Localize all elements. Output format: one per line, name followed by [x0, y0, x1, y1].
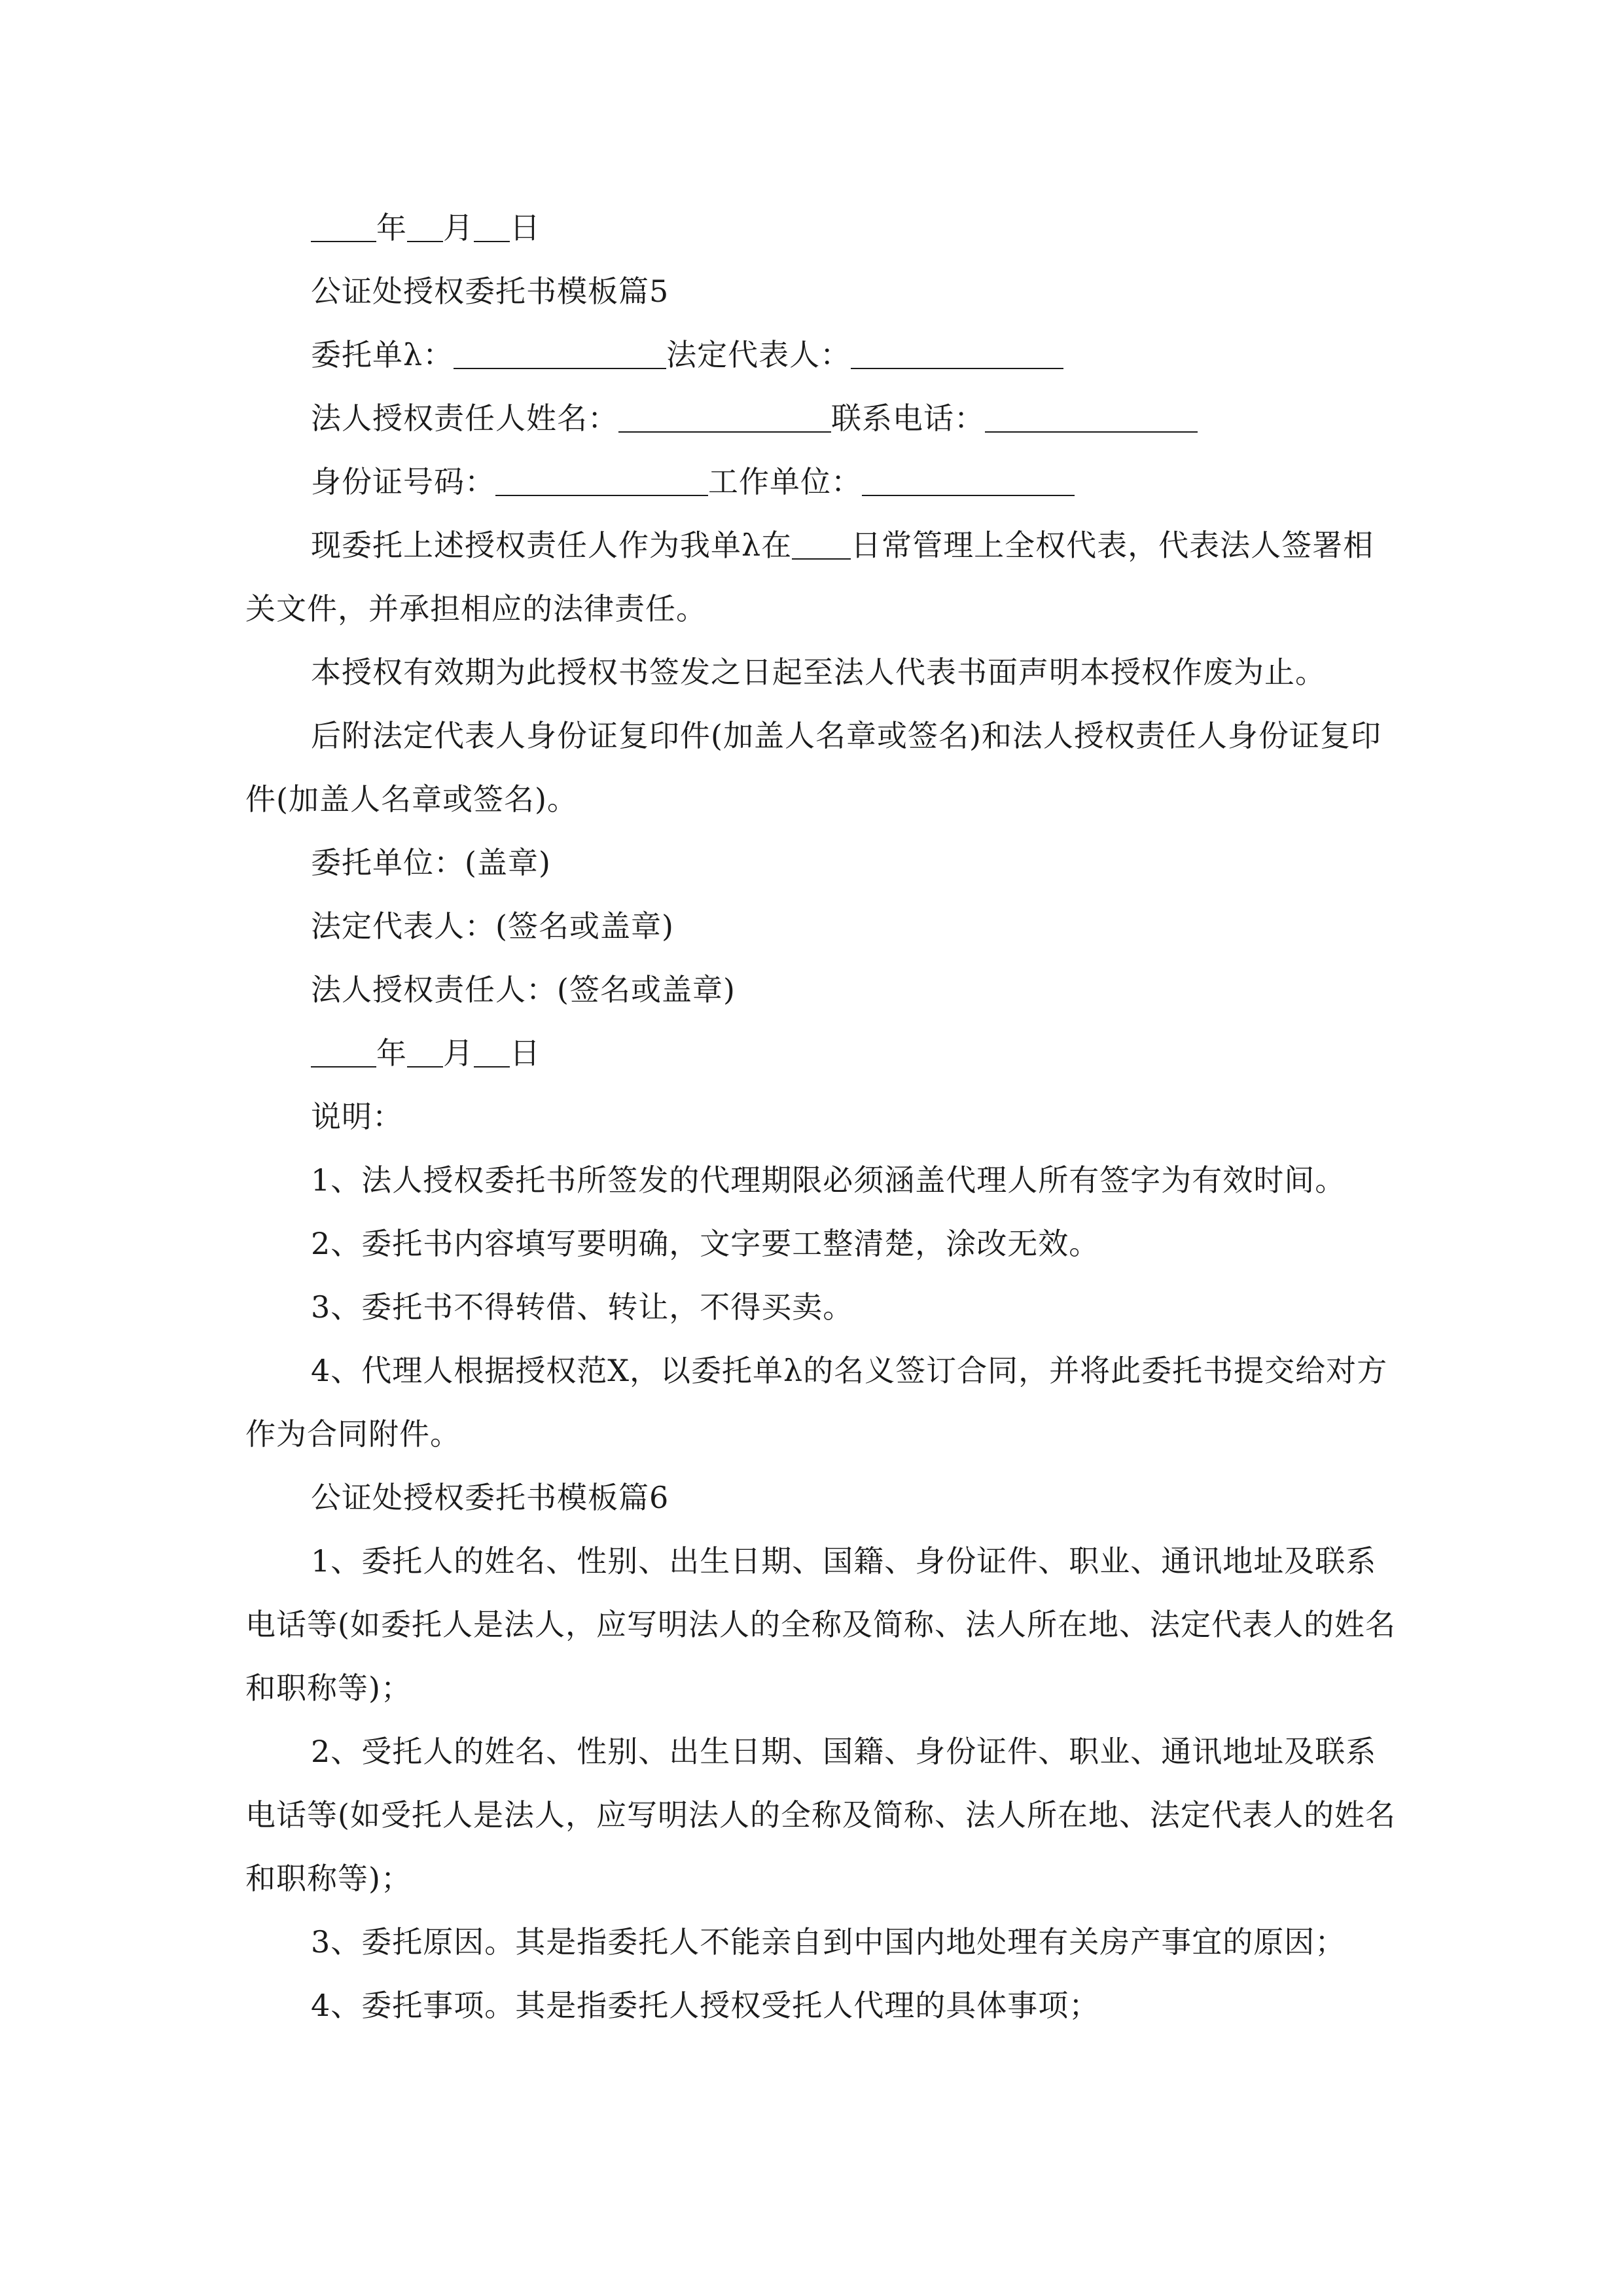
field-row-id: [245, 450, 1397, 514]
field-work-label: 工作单位：: [708, 464, 862, 499]
note-item: 2、委托书内容填写要明确，文字要工整清楚，涂改无效。: [311, 1226, 1100, 1261]
field-unit-label: 委托单λ：: [311, 337, 454, 372]
section5-title: 公证处授权委托书模板篇5: [311, 274, 669, 309]
sign-legal-rep: 法定代表人：(签名或盖章): [311, 908, 674, 944]
field-unit-blank: [454, 342, 666, 369]
note-item: 1、法人授权委托书所签发的代理期限必须涵盖代理人所有签字为有效时间。: [311, 1162, 1346, 1198]
para1-part-a: 现委托上述授权责任人作为我单λ在: [311, 528, 793, 563]
year-blank-2: [311, 1040, 376, 1067]
month-blank-2: [407, 1040, 443, 1067]
paragraph-attachments: 后附法定代表人身份证复印件(加盖人名章或签名)和法人授权责任人身份证复印件(加盖人名章或签名)。: [245, 718, 1382, 817]
para1-part-b: 日常管理上全权代表，代表法人签署相关文件，并承担相应的法律责任。: [245, 528, 1374, 626]
day-label: 日: [510, 210, 541, 245]
day-label-2: 日: [510, 1035, 541, 1071]
field-work-blank: [862, 469, 1075, 496]
section6-item: 4、委托事项。其是指委托人授权受托人代理的具体事项；: [311, 1988, 1100, 2023]
section6-item: 1、委托人的姓名、性别、出生日期、国籍、身份证件、职业、通讯地址及联系电话等(如委托人是法人，应写明法人的全称及简称、法人所在地、法定代表人的姓名和职称等)；: [245, 1543, 1396, 1706]
field-id-label: 身份证号码：: [311, 464, 495, 499]
year-label: 年: [376, 210, 407, 245]
month-blank: [407, 215, 443, 242]
field-legal-rep-label: 法定代表人：: [666, 337, 851, 372]
paragraph-validity: 本授权有效期为此授权书签发之日起至法人代表书面声明本授权作废为止。: [311, 655, 1326, 690]
document-body: [245, 196, 1397, 2037]
para1-blank: [792, 532, 851, 560]
date-line-2: [245, 1022, 1397, 1085]
field-row-unit: [245, 323, 1397, 387]
month-label: 月: [443, 210, 474, 245]
field-auth-name-label: 法人授权责任人姓名：: [311, 401, 618, 436]
note-item: 3、委托书不得转借、转让，不得买卖。: [311, 1289, 854, 1325]
day-blank: [474, 215, 510, 242]
section6-item: 3、委托原因。其是指委托人不能亲自到中国内地处理有关房产事宜的原因；: [311, 1924, 1346, 1960]
note-item: 4、代理人根据授权范X，以委托单λ的名义签订合同，并将此委托书提交给对方作为合同附件。: [245, 1353, 1388, 1452]
field-id-blank: [495, 469, 708, 496]
field-row-auth: [245, 387, 1397, 450]
section6-item: 2、受托人的姓名、性别、出生日期、国籍、身份证件、职业、通讯地址及联系电话等(如受托人是法人，应写明法人的全称及简称、法人所在地、法定代表人的姓名和职称等)；: [245, 1734, 1396, 1896]
date-line: [245, 196, 1397, 260]
notes-title: 说明：: [311, 1099, 403, 1134]
section6-title: 公证处授权委托书模板篇6: [311, 1480, 669, 1515]
field-phone-label: 联系电话：: [831, 401, 985, 436]
field-phone-blank: [985, 405, 1198, 433]
sign-auth: 法人授权责任人：(签名或盖章): [311, 972, 736, 1007]
field-auth-name-blank: [618, 405, 831, 433]
field-legal-rep-blank: [851, 342, 1063, 369]
day-blank-2: [474, 1040, 510, 1067]
year-label-2: 年: [376, 1035, 407, 1071]
year-blank: [311, 215, 376, 242]
month-label-2: 月: [443, 1035, 474, 1071]
paragraph-delegation: [245, 514, 1397, 641]
sign-unit: 委托单位：(盖章): [311, 845, 551, 880]
